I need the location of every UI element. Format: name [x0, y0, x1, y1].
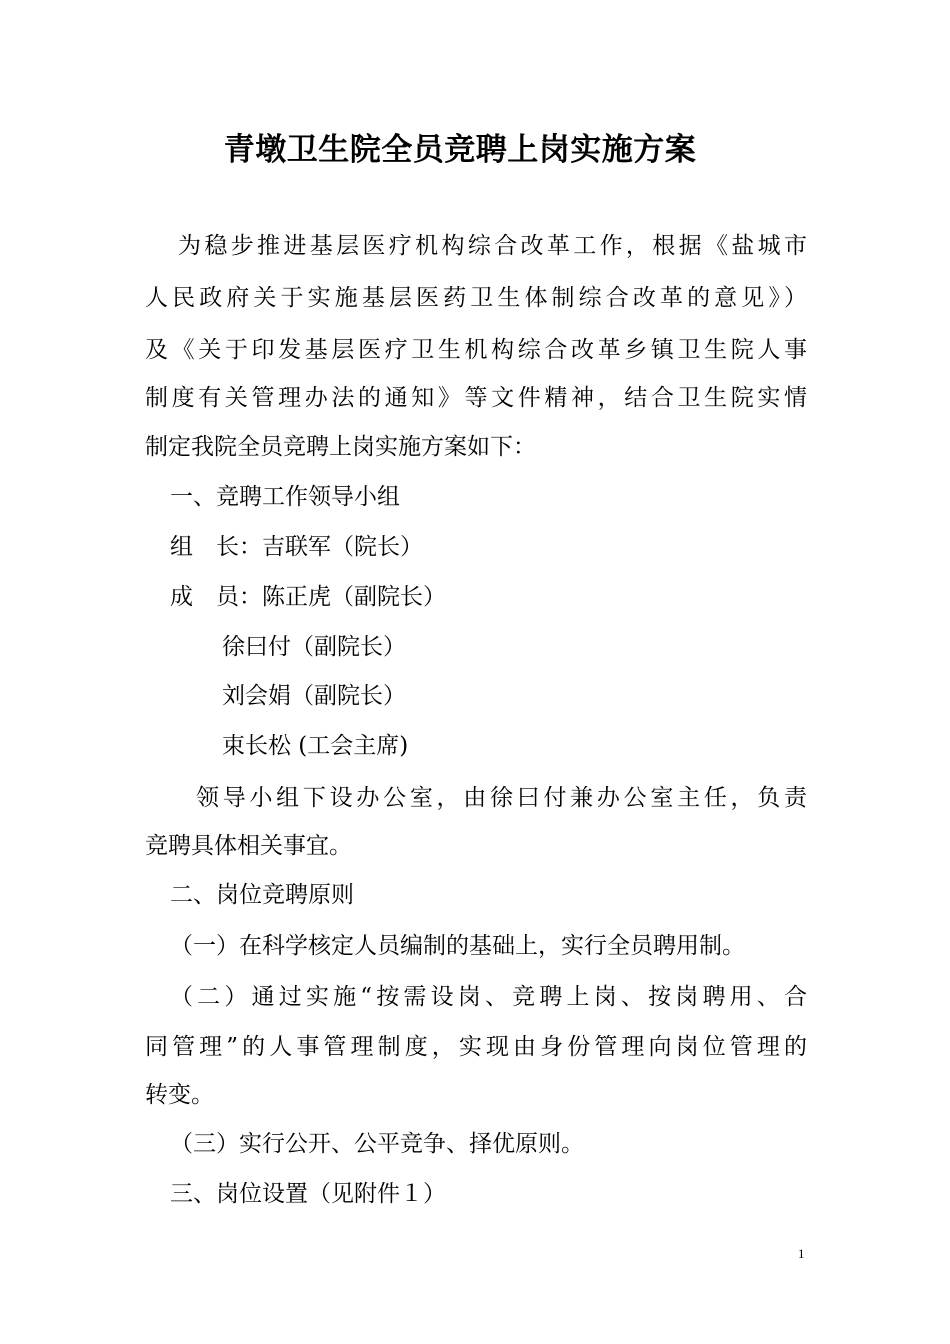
principle-3: （三）实行公开、公平竞争、择优原则。	[170, 1131, 584, 1157]
group-member-4: 束长松 (工会主席)	[222, 733, 409, 759]
intro-line-4: 制度有关管理办法的通知》等文件精神，结合卫生院实情	[145, 385, 807, 411]
group-member-3: 刘会娟（副院长）	[222, 683, 406, 709]
intro-line-2: 人民政府关于实施基层医药卫生体制综合改革的意见》）	[145, 285, 807, 311]
office-line-1: 领导小组下设办公室，由徐曰付兼办公室主任，负责	[196, 785, 807, 811]
section-2-heading: 二、岗位竞聘原则	[170, 882, 354, 908]
principle-2-line-2: 同管理”的人事管理制度，实现由身份管理向岗位管理的	[145, 1034, 807, 1060]
page-number: 1	[798, 1246, 805, 1261]
principle-2-line-1: （二）通过实施“按需设岗、竞聘上岗、按岗聘用、合	[170, 984, 807, 1010]
intro-line-1: 为稳步推进基层医疗机构综合改革工作，根据《盐城市	[178, 233, 807, 259]
intro-line-5: 制定我院全员竞聘上岗实施方案如下：	[145, 434, 536, 460]
group-leader: 组 长：吉联军（院长）	[170, 534, 423, 560]
office-line-2: 竞聘具体相关事宜。	[145, 833, 352, 859]
section-3-heading: 三、岗位设置（见附件１）	[170, 1181, 446, 1207]
group-member-2: 徐曰付（副院长）	[222, 634, 406, 660]
principle-1: （一）在科学核定人员编制的基础上，实行全员聘用制。	[170, 933, 745, 959]
group-member-1: 成 员：陈正虎（副院长）	[170, 584, 446, 610]
section-1-heading: 一、竞聘工作领导小组	[170, 484, 400, 510]
document-title: 青墩卫生院全员竞聘上岗实施方案	[223, 132, 697, 168]
principle-2-line-3: 转变。	[145, 1082, 214, 1108]
intro-line-3: 及《关于印发基层医疗卫生机构综合改革乡镇卫生院人事	[145, 337, 807, 363]
